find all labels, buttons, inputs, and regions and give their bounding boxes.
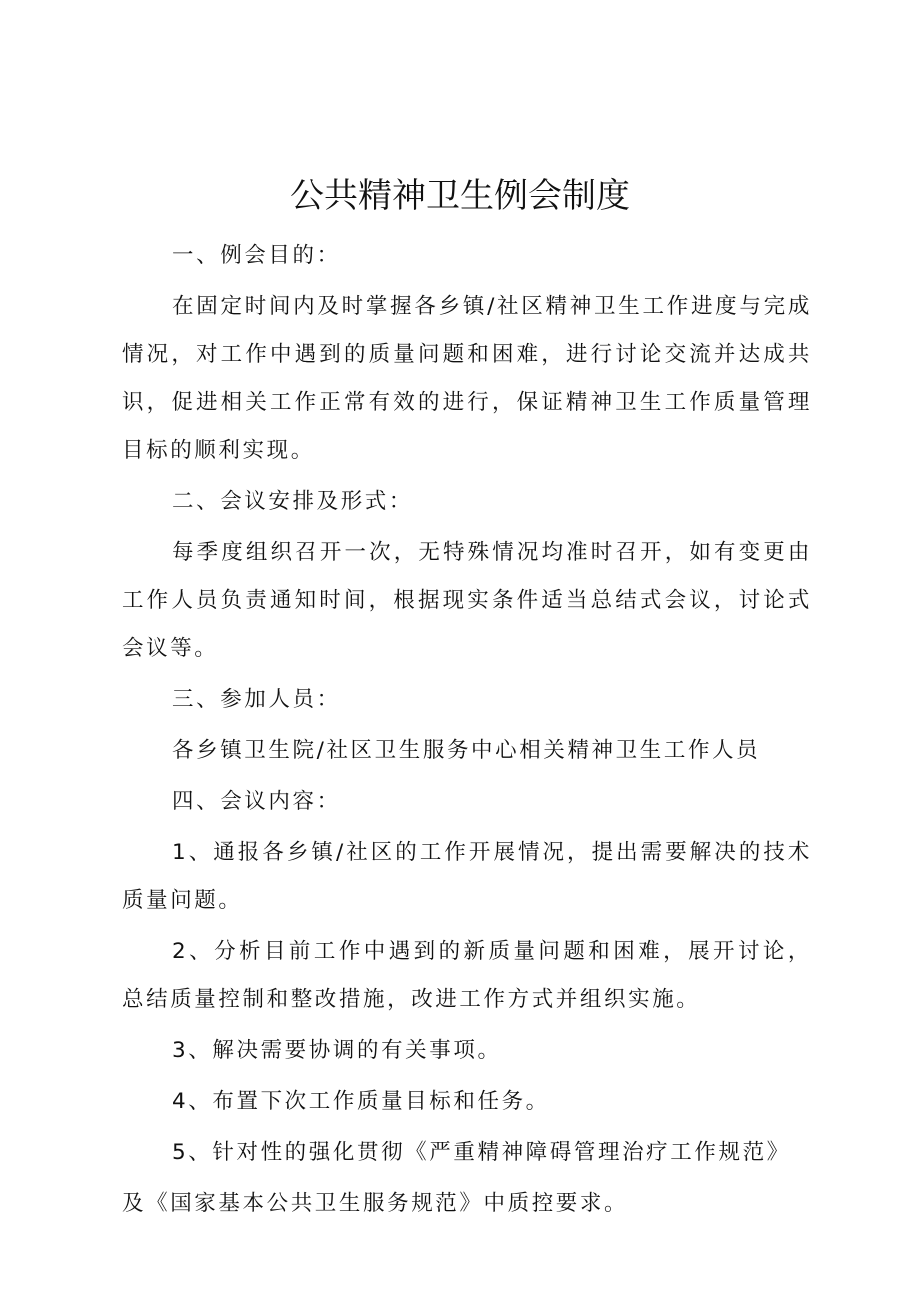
section-heading-arrangement: 二、会议安排及形式： (172, 489, 414, 514)
list-item: 1、通报各乡镇/社区的工作开展情况，提出需要解决的技术质量问题。 (122, 840, 812, 913)
document-title: 公共精神卫生例会制度 (290, 176, 630, 216)
section-body-participants: 各乡镇卫生院/社区卫生服务中心相关精神卫生工作人员 (172, 738, 761, 763)
section-body-purpose: 在固定时间内及时掌握各乡镇/社区精神卫生工作进度与完成情况，对工作中遇到的质量问题和困难，进行讨论交流并达成共识，促进相关工作正常有效的进行，保证精神卫生工作质量管理目标的顺利实现。 (122, 294, 812, 463)
section-heading-purpose: 一、例会目的： (172, 243, 341, 268)
section-heading-content: 四、会议内容： (172, 789, 341, 814)
list-item: 5、针对性的强化贯彻《严重精神障碍管理治疗工作规范》 (172, 1140, 791, 1165)
list-item: 2、分析目前工作中遇到的新质量问题和困难，展开讨论，总结质量控制和整改措施，改进工作方式并组织实施。 (122, 939, 812, 1012)
list-item-continuation: 及《国家基本公共卫生服务规范》中质控要求。 (122, 1191, 629, 1216)
list-item: 4、布置下次工作质量目标和任务。 (172, 1089, 550, 1114)
section-body-arrangement: 每季度组织召开一次，无特殊情况均准时召开，如有变更由工作人员负责通知时间，根据现实条件适当总结式会议，讨论式会议等。 (122, 540, 812, 661)
document-body (122, 232, 812, 1231)
section-heading-participants: 三、参加人员： (172, 687, 341, 712)
list-item: 3、解决需要协调的有关事项。 (172, 1038, 502, 1063)
